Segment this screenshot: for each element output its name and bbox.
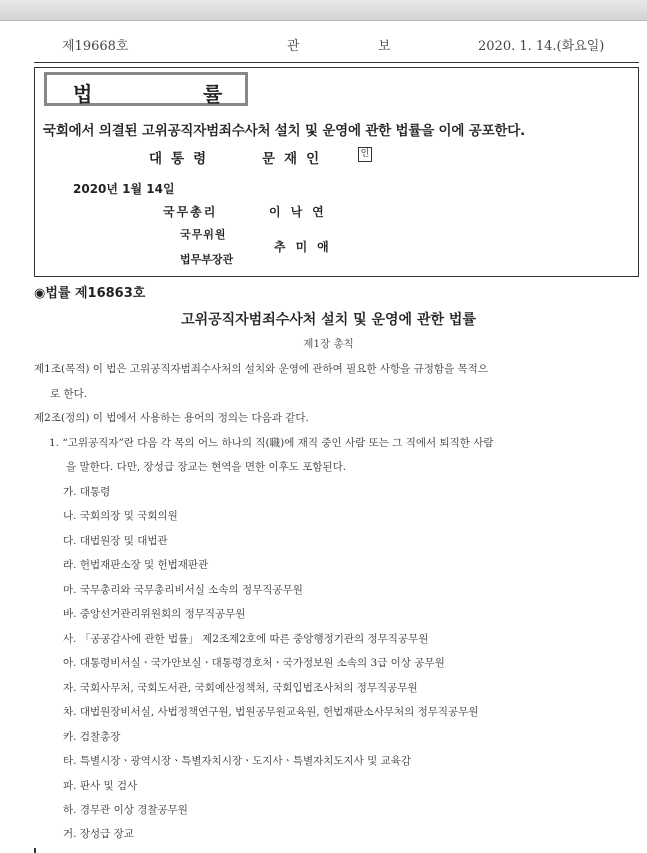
gazette-header — [0, 35, 647, 55]
promulgation-statement: 국회에서 의결된 고위공직자범죄수사처 설치 및 운영에 관한 법률을 이에 공포한다. — [43, 123, 526, 139]
definition-1-line-2: 을 말한다. 다만, 장성급 장교는 현역을 면한 이후도 포함된다. — [66, 461, 347, 473]
law-name: 고위공직자범죄수사처 설치 및 운영에 관한 법률 — [181, 312, 476, 328]
viewer-top-bar — [0, 0, 647, 21]
minister-name: 추미애 — [274, 240, 339, 254]
list-item: 자. 국회사무처, 국회도서관, 국회예산정책처, 국회입법조사처의 정무직공무원 — [63, 682, 418, 694]
header-rule — [34, 62, 639, 63]
issue-number: 제19668호 — [62, 39, 129, 54]
list-item: 마. 국무총리와 국무총리비서실 소속의 정무직공무원 — [63, 584, 303, 596]
list-item: 가. 대통령 — [63, 486, 111, 498]
promulgation-date: 2020년 1월 14일 — [73, 182, 175, 196]
prime-minister-name: 이낙연 — [269, 205, 334, 219]
list-item: 타. 특별시장ㆍ광역시장ㆍ특별자치시장ㆍ도지사ㆍ특별자치도지사 및 교육감 — [63, 755, 412, 767]
section-title-box — [44, 72, 248, 106]
section-title-char-1: 법 — [73, 82, 93, 106]
list-item: 카. 검찰총장 — [63, 731, 121, 743]
gazette-title-gwan: 관 — [287, 39, 300, 54]
list-item: 사. 「공공감사에 관한 법률」 제2조제2호에 따른 중앙행정기관의 정무직공무원 — [63, 633, 429, 645]
list-item: 바. 중앙선거관리위원회의 정무직공무원 — [63, 608, 246, 620]
minister-label: 국무위원 — [180, 228, 227, 241]
gazette-title-bo: 보 — [378, 39, 391, 54]
definition-1-line-1: 1. “고위공직자”란 다음 각 목의 어느 하나의 직(職)에 재직 중인 사람 또는 그 직에서 퇴직한 사람 — [49, 437, 494, 449]
list-item: 다. 대법원장 및 대법관 — [63, 535, 168, 547]
chapter-heading: 제1장 총칙 — [303, 338, 354, 350]
law-number: ◉법률 제16863호 — [34, 286, 146, 301]
prime-minister-label: 국무총리 — [163, 205, 218, 219]
justice-minister-label: 법무부장관 — [180, 253, 234, 266]
list-item: 라. 헌법재판소장 및 헌법재판관 — [63, 559, 209, 571]
list-item: 거. 장성급 장교 — [63, 828, 134, 840]
section-title-char-2: 률 — [203, 82, 223, 106]
seal-mark: 인 — [358, 147, 372, 162]
article-1-line-1: 제1조(목적) 이 법은 고위공직자범죄수사처의 설치와 운영에 관하여 필요한 사항을 규정함을 목적으 — [34, 363, 488, 375]
page-edge-mark — [34, 848, 36, 853]
list-item: 파. 판사 및 검사 — [63, 780, 138, 792]
list-item: 하. 경무관 이상 경찰공무원 — [63, 804, 188, 816]
article-2-line-1: 제2조(정의) 이 법에서 사용하는 용어의 정의는 다음과 같다. — [34, 412, 309, 424]
list-item: 아. 대통령비서실ㆍ국가안보실ㆍ대통령경호처ㆍ국가정보원 소속의 3급 이상 공무원 — [63, 657, 445, 669]
list-item: 차. 대법원장비서실, 사법정책연구원, 법원공무원교육원, 헌법재판소사무처의 정무직공무원 — [63, 706, 479, 718]
president-name: 문재인 — [262, 151, 329, 167]
list-item: 나. 국회의장 및 국회의원 — [63, 510, 178, 522]
article-1-line-2: 로 한다. — [50, 388, 88, 400]
president-label: 대통령 — [149, 151, 216, 167]
issue-date: 2020. 1. 14.(화요일) — [478, 39, 605, 54]
